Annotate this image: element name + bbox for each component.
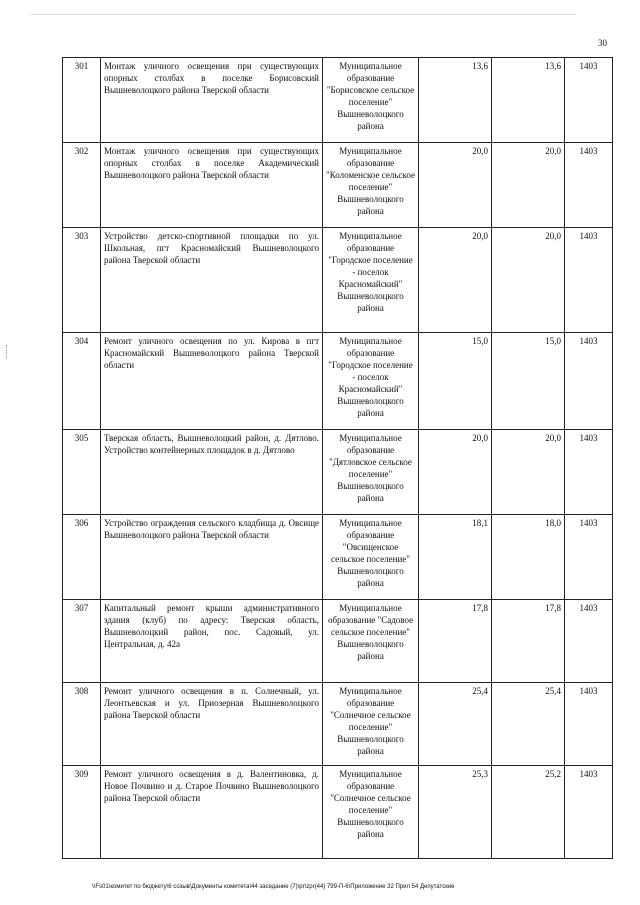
table-row [63, 143, 613, 228]
table-row [63, 766, 613, 859]
budget-code: 1403 [565, 430, 613, 515]
file-path-footer: \\Fs01\комитет по бюджету\6 созыв\Документы комитета\44 заседание (7)\pr\zpr(44) 799-П-6\Приложение 32 Прил 54 Депутатские [92, 884, 455, 890]
projects-table [62, 57, 613, 859]
table-row [63, 515, 613, 600]
amount-2: 15,0 [492, 333, 565, 430]
amount-2: 13,6 [492, 58, 565, 143]
recipient: Муниципальное образование "Городское поселение - поселок Красномайский" Вышневолоцкого района [323, 228, 419, 333]
table-row [63, 683, 613, 766]
amount-1: 15,0 [419, 333, 492, 430]
recipient: Муниципальное образование "Солнечное сельское поселение" Вышневолоцкого района [323, 683, 419, 766]
recipient: Муниципальное образование "Дятловское сельское поселение" Вышневолоцкого района [323, 430, 419, 515]
row-number: 301 [63, 58, 101, 143]
budget-code: 1403 [565, 766, 613, 859]
recipient: Муниципальное образование "Солнечное сельское поселение" Вышневолоцкого района [323, 766, 419, 859]
budget-code: 1403 [565, 515, 613, 600]
table-row [63, 430, 613, 515]
table-row [63, 333, 613, 430]
table-row [63, 600, 613, 683]
project-name: Монтаж уличного освещения при существующих опорных столбах в поселке Борисовский Вышневолоцкого района Тверской области [101, 58, 323, 143]
budget-code: 1403 [565, 600, 613, 683]
amount-1: 20,0 [419, 228, 492, 333]
page-number: 30 [598, 38, 607, 48]
row-number: 306 [63, 515, 101, 600]
amount-1: 13,6 [419, 58, 492, 143]
project-name: Ремонт уличного освещения в д. Валентиновка, д. Новое Почвино и д. Старое Почвино Вышневолоцкого района Тверской области [101, 766, 323, 859]
amount-1: 20,0 [419, 143, 492, 228]
amount-2: 17,8 [492, 600, 565, 683]
recipient: Муниципальное образование "Овсищенское сельское поселение" Вышневолоцкого района [323, 515, 419, 600]
project-name: Устройство ограждения сельского кладбища д. Овсище Вышневолоцкого района Тверской области [101, 515, 323, 600]
project-name: Капитальный ремонт крыши административного здания (клуб) по адресу: Тверская область, Вышневолоцкий район, пос. Садовый, ул. Центральная, д. 42а [101, 600, 323, 683]
row-number: 302 [63, 143, 101, 228]
recipient: Муниципальное образование "Городское поселение - поселок Красномайский" Вышневолоцкого района [323, 333, 419, 430]
budget-code: 1403 [565, 58, 613, 143]
amount-1: 20,0 [419, 430, 492, 515]
budget-code: 1403 [565, 228, 613, 333]
recipient: Муниципальное образование "Коломенское сельское поселение" Вышневолоцкого района [323, 143, 419, 228]
project-name: Ремонт уличного освещения в п. Солнечный, ул. Леонтьевская и ул. Приозерная Вышневолоцкого района Тверской области [101, 683, 323, 766]
recipient: Муниципальное образование "Садовое сельское поселение" Вышневолоцкого района [323, 600, 419, 683]
project-name: Тверская область, Вышневолоцкий район, д. Дятлово. Устройство контейнерных площадок в д. Дятлово [101, 430, 323, 515]
row-number: 307 [63, 600, 101, 683]
project-name: Устройство детско-спортивной площадки по ул. Школьная, пгт Красномайский Вышневолоцкого района Тверской области [101, 228, 323, 333]
row-number: 303 [63, 228, 101, 333]
project-name: Ремонт уличного освещения по ул. Кирова в пгт Красномайский Вышневолоцкого района Тверской области [101, 333, 323, 430]
amount-1: 25,4 [419, 683, 492, 766]
amount-2: 25,4 [492, 683, 565, 766]
scan-top-edge [30, 14, 575, 15]
amount-2: 20,0 [492, 430, 565, 515]
amount-1: 25,3 [419, 766, 492, 859]
table-row [63, 58, 613, 143]
amount-1: 18,1 [419, 515, 492, 600]
amount-2: 18,0 [492, 515, 565, 600]
table-row [63, 228, 613, 333]
amount-1: 17,8 [419, 600, 492, 683]
margin-mark [6, 345, 7, 359]
row-number: 308 [63, 683, 101, 766]
budget-code: 1403 [565, 683, 613, 766]
project-name: Монтаж уличного освещения при существующих опорных столбах в поселке Академический Вышневолоцкого района Тверской области [101, 143, 323, 228]
row-number: 309 [63, 766, 101, 859]
amount-2: 20,0 [492, 228, 565, 333]
amount-2: 20,0 [492, 143, 565, 228]
budget-code: 1403 [565, 143, 613, 228]
amount-2: 25,2 [492, 766, 565, 859]
budget-code: 1403 [565, 333, 613, 430]
row-number: 304 [63, 333, 101, 430]
row-number: 305 [63, 430, 101, 515]
recipient: Муниципальное образование "Борисовское сельское поселение" Вышневолоцкого района [323, 58, 419, 143]
